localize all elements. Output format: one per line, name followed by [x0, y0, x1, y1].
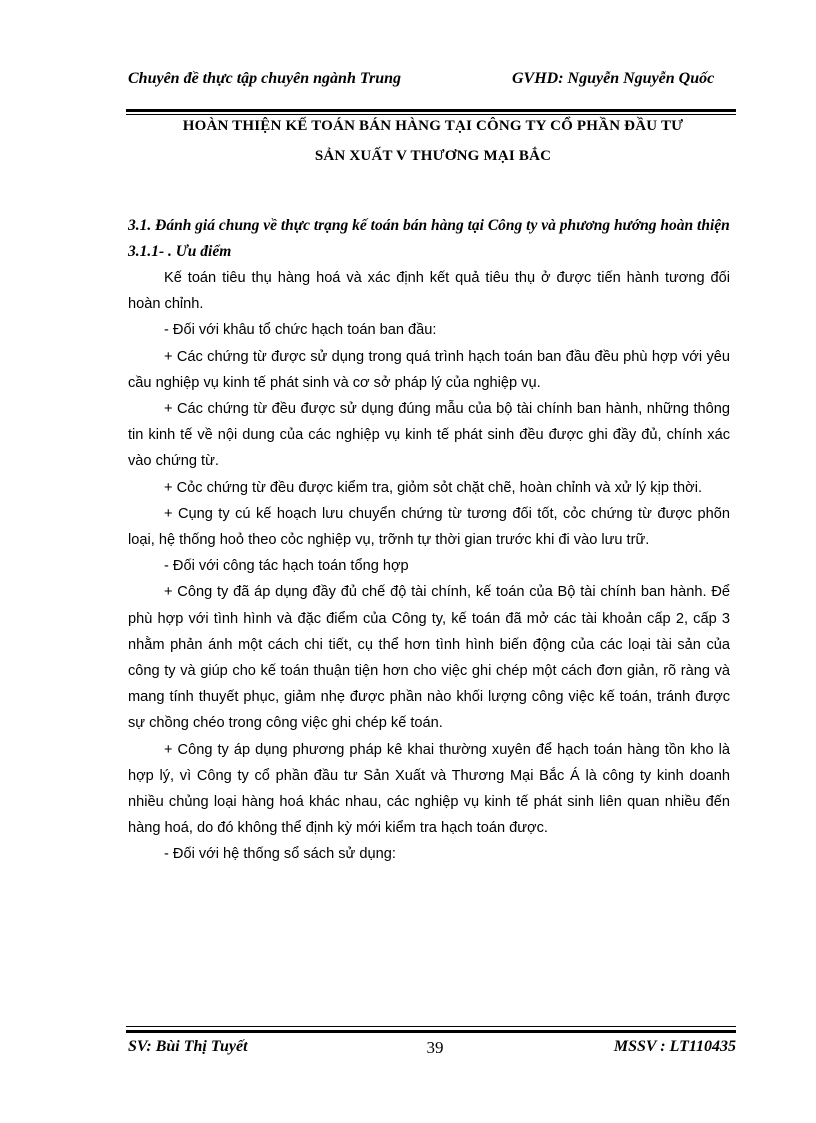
paragraph: + Các chứng từ được sử dụng trong quá trình hạch toán ban đầu đều phù hợp với yêu cầu nghiệp vụ kinh tế phát sinh và cơ sở pháp lý của nghiệp vụ. — [128, 348, 730, 391]
chapter-title-line-2: SẢN XUẤT V THƯƠNG MẠI BẮC — [314, 148, 552, 164]
paragraph: - Đối với khâu tổ chức hạch toán ban đầu: — [164, 322, 437, 339]
paragraph: - Đối với công tác hạch toán tổng hợp — [164, 558, 409, 575]
paragraph: + Các chứng từ đều được sử dụng đúng mẫu của bộ tài chính ban hành, những thông tin kinh tế về nội dung của các nghiệp vụ kinh tế phát sinh đều được ghi đầy đủ, chính xác vào chứng từ. — [128, 401, 730, 470]
paragraph: + Cỏc chứng từ đều được kiểm tra, giỏm sỏt chặt chẽ, hoàn chỉnh và xử lý kịp thời. — [164, 479, 703, 496]
footer-rule-thick — [126, 1030, 736, 1033]
section-heading: 3.1. Đánh giá chung về thực trạng kế toán bán hàng tại Công ty và phương hướng hoàn thiện — [128, 217, 730, 234]
chapter-title-line-1: HOÀN THIỆN KẾ TOÁN BÁN HÀNG TẠI CÔNG TY CỔ PHẦN ĐẦU TƯ — [182, 118, 684, 134]
footer-student-name: SV: Bùi Thị Tuyết — [128, 1038, 248, 1055]
paragraph: + Công ty áp dụng phương pháp kê khai thường xuyên để hạch toán hàng tồn kho là hợp lý, vì Công ty cổ phần đầu tư Sản Xuất và Thương Mại Bắc Á là công ty kinh doanh nhiều chủng loại hàng hoá khác nhau, các nghiệp vụ kinh tế phát sinh liên quan nhiều đến hàng hoá, do đó không thể định kỳ mới kiểm tra hạch toán được. — [128, 741, 730, 837]
paragraph: - Đối với hệ thống sổ sách sử dụng: — [164, 846, 396, 863]
subsection-heading: 3.1.1- . Ưu điểm — [128, 243, 232, 260]
header-rule-thick — [126, 109, 736, 112]
paragraph: + Cụng ty cú kế hoạch lưu chuyển chứng từ tương đối tốt, cỏc chứng từ được phõn loại, hệ thống hoỏ theo cỏc nghiệp vụ, trỡnh tự thời gian trước khi đi vào lưu trữ. — [128, 505, 730, 549]
page-number: 39 — [426, 1038, 444, 1057]
header-rule-thin — [126, 114, 736, 115]
paragraph: Kế toán tiêu thụ hàng hoá và xác định kết quả tiêu thụ ở được tiến hành tương đối hoàn chỉnh. — [128, 270, 730, 313]
header-supervisor: GVHD: Nguyễn Nguyễn Quốc — [512, 70, 715, 87]
body-text — [128, 213, 730, 868]
paragraph: + Công ty đã áp dụng đầy đủ chế độ tài chính, kế toán của Bộ tài chính ban hành. Để phù hợp với tình hình và đặc điểm của Công ty, kế toán đã mở các tài khoản cấp 2, cấp 3 nhằm phản ánh một cách chi tiết, cụ thể hơn tình hình biến động của các loại tài sản của công ty và giúp cho kế toán thuận tiện hơn cho việc ghi chép một cách đơn giản, rõ ràng và mang tính thuyết phục, giảm nhẹ được phần nào khối lượng công việc kế toán, tránh được sự chồng chéo trong công việc ghi chép kế toán. — [128, 584, 730, 732]
header-course-title: Chuyên đề thực tập chuyên ngành Trung — [128, 70, 402, 87]
footer-rule-thin — [126, 1026, 736, 1027]
footer-student-id: MSSV : LT110435 — [613, 1038, 736, 1055]
